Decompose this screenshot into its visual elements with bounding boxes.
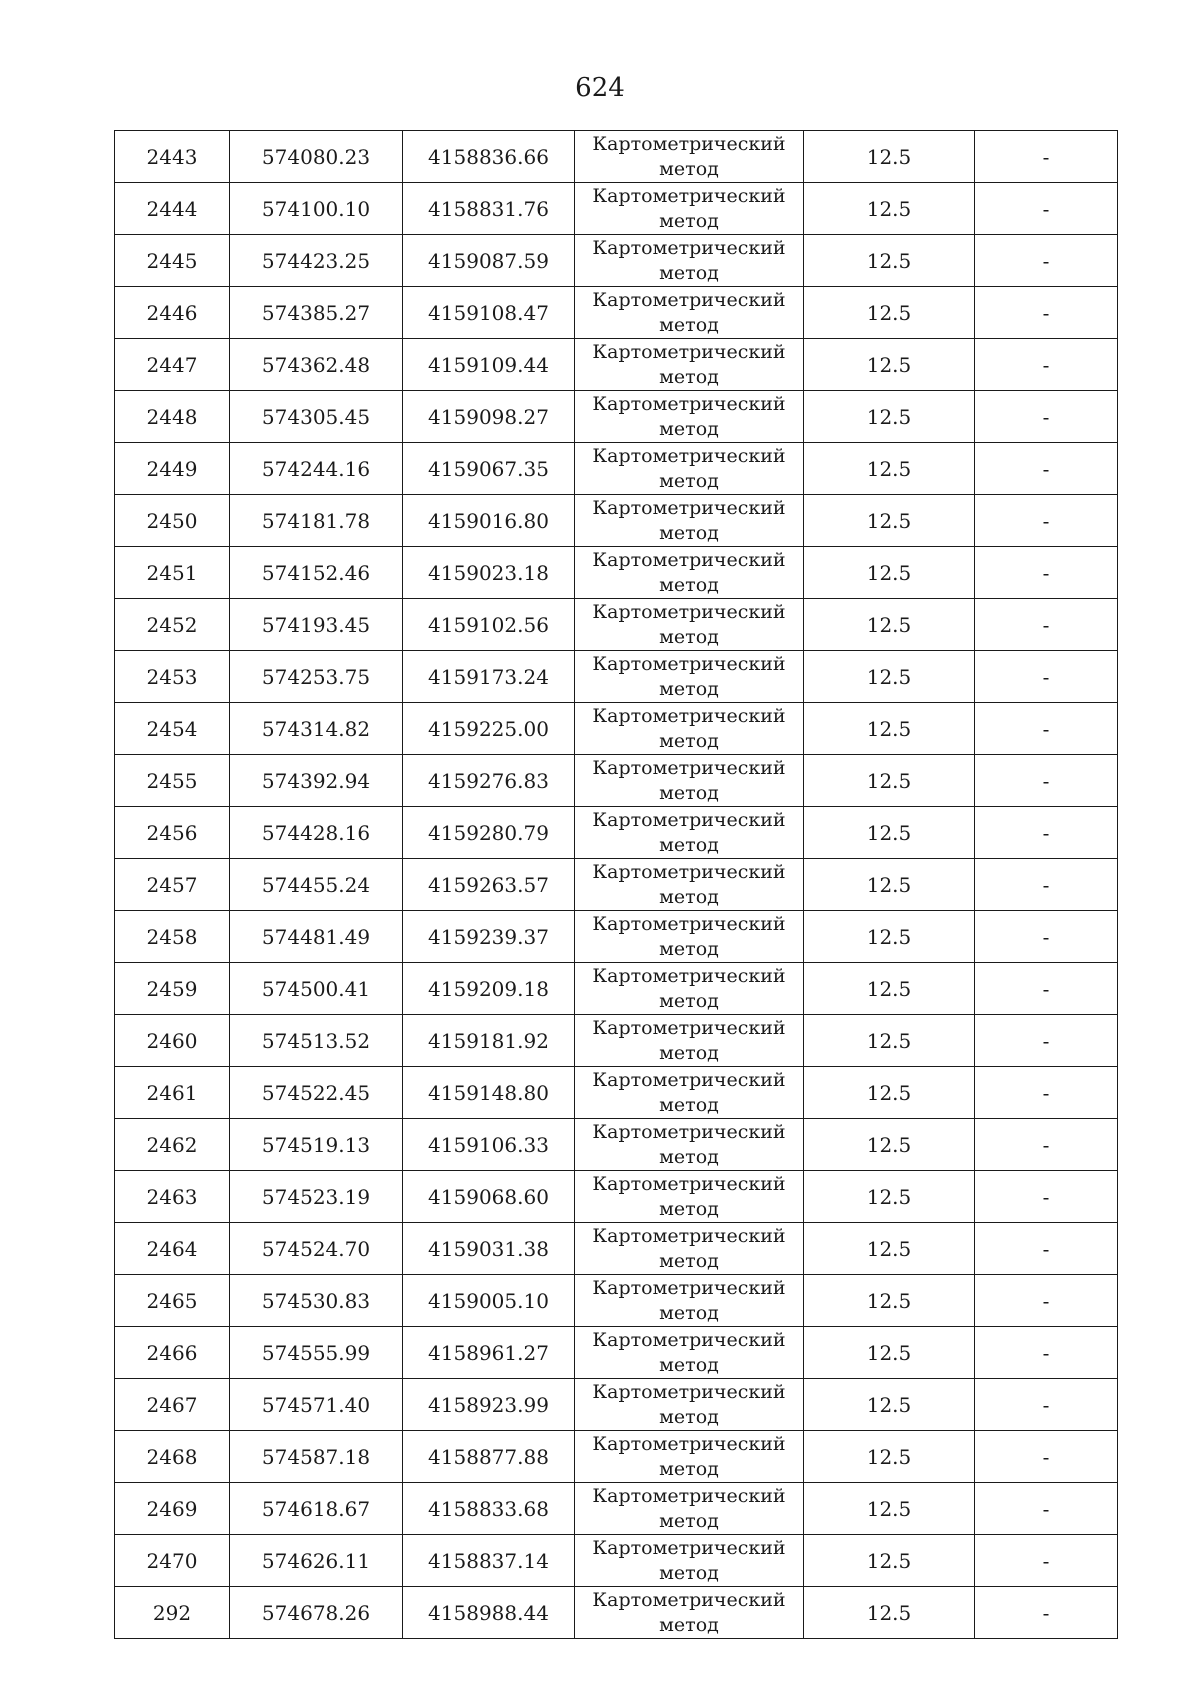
accuracy-cell: 12.5	[804, 599, 975, 651]
y-coordinate-cell: 4158923.99	[403, 1379, 575, 1431]
method-line-1: Картометрический	[592, 548, 786, 571]
note-cell: -	[975, 755, 1118, 807]
point-id-cell: 2465	[115, 1275, 230, 1327]
x-coordinate-cell: 574305.45	[230, 391, 403, 443]
table-row	[115, 1067, 1118, 1119]
point-id-cell: 2461	[115, 1067, 230, 1119]
point-id-cell: 2450	[115, 495, 230, 547]
method-line-2: метод	[659, 677, 719, 700]
method-line-2: метод	[659, 937, 719, 960]
accuracy-cell: 12.5	[804, 1535, 975, 1587]
note-cell: -	[975, 703, 1118, 755]
note-cell: -	[975, 183, 1118, 235]
method-line-2: метод	[659, 1613, 719, 1636]
method-cell	[575, 495, 804, 547]
y-coordinate-cell: 4159098.27	[403, 391, 575, 443]
method-line-2: метод	[659, 833, 719, 856]
method-line-1: Картометрический	[592, 1224, 786, 1247]
method-line-1: Картометрический	[592, 704, 786, 727]
method-line-1: Картометрический	[592, 1380, 786, 1403]
method-line-1: Картометрический	[592, 1172, 786, 1195]
table-row	[115, 1327, 1118, 1379]
note-cell: -	[975, 1171, 1118, 1223]
table-row	[115, 1483, 1118, 1535]
table-row	[115, 755, 1118, 807]
x-coordinate-cell: 574080.23	[230, 131, 403, 183]
note-cell: -	[975, 651, 1118, 703]
method-cell	[575, 755, 804, 807]
table-row	[115, 1015, 1118, 1067]
table-row	[115, 495, 1118, 547]
method-cell	[575, 1327, 804, 1379]
point-id-cell: 2455	[115, 755, 230, 807]
point-id-cell: 2464	[115, 1223, 230, 1275]
method-cell	[575, 1275, 804, 1327]
note-cell: -	[975, 391, 1118, 443]
accuracy-cell: 12.5	[804, 963, 975, 1015]
page-number: 624	[575, 73, 625, 103]
table-row	[115, 287, 1118, 339]
method-cell	[575, 131, 804, 183]
accuracy-cell: 12.5	[804, 1119, 975, 1171]
method-line-2: метод	[659, 1301, 719, 1324]
method-cell	[575, 1171, 804, 1223]
x-coordinate-cell: 574530.83	[230, 1275, 403, 1327]
y-coordinate-cell: 4159023.18	[403, 547, 575, 599]
method-line-1: Картометрический	[592, 1068, 786, 1091]
accuracy-cell: 12.5	[804, 1067, 975, 1119]
accuracy-cell: 12.5	[804, 495, 975, 547]
x-coordinate-cell: 574678.26	[230, 1587, 403, 1639]
point-id-cell: 292	[115, 1587, 230, 1639]
method-cell	[575, 547, 804, 599]
method-line-2: метод	[659, 1457, 719, 1480]
method-line-1: Картометрический	[592, 808, 786, 831]
note-cell: -	[975, 131, 1118, 183]
method-cell	[575, 1067, 804, 1119]
x-coordinate-cell: 574362.48	[230, 339, 403, 391]
note-cell: -	[975, 963, 1118, 1015]
note-cell: -	[975, 1431, 1118, 1483]
y-coordinate-cell: 4159209.18	[403, 963, 575, 1015]
method-cell	[575, 807, 804, 859]
y-coordinate-cell: 4159067.35	[403, 443, 575, 495]
method-cell	[575, 287, 804, 339]
point-id-cell: 2457	[115, 859, 230, 911]
y-coordinate-cell: 4159108.47	[403, 287, 575, 339]
y-coordinate-cell: 4159031.38	[403, 1223, 575, 1275]
y-coordinate-cell: 4159276.83	[403, 755, 575, 807]
accuracy-cell: 12.5	[804, 703, 975, 755]
accuracy-cell: 12.5	[804, 1327, 975, 1379]
accuracy-cell: 12.5	[804, 651, 975, 703]
note-cell: -	[975, 1119, 1118, 1171]
method-cell	[575, 1431, 804, 1483]
note-cell: -	[975, 911, 1118, 963]
y-coordinate-cell: 4159239.37	[403, 911, 575, 963]
note-cell: -	[975, 1015, 1118, 1067]
x-coordinate-cell: 574618.67	[230, 1483, 403, 1535]
note-cell: -	[975, 495, 1118, 547]
method-line-1: Картометрический	[592, 340, 786, 363]
x-coordinate-cell: 574481.49	[230, 911, 403, 963]
point-id-cell: 2468	[115, 1431, 230, 1483]
table-row	[115, 911, 1118, 963]
point-id-cell: 2463	[115, 1171, 230, 1223]
coordinates-table	[114, 130, 1118, 1639]
point-id-cell: 2443	[115, 131, 230, 183]
y-coordinate-cell: 4158831.76	[403, 183, 575, 235]
x-coordinate-cell: 574314.82	[230, 703, 403, 755]
method-line-2: метод	[659, 1145, 719, 1168]
method-line-2: метод	[659, 209, 719, 232]
x-coordinate-cell: 574523.19	[230, 1171, 403, 1223]
method-line-2: метод	[659, 261, 719, 284]
accuracy-cell: 12.5	[804, 131, 975, 183]
table-row	[115, 807, 1118, 859]
method-line-2: метод	[659, 625, 719, 648]
table-row	[115, 859, 1118, 911]
method-line-1: Картометрический	[592, 1484, 786, 1507]
method-line-1: Картометрический	[592, 184, 786, 207]
method-cell	[575, 1587, 804, 1639]
y-coordinate-cell: 4158833.68	[403, 1483, 575, 1535]
point-id-cell: 2453	[115, 651, 230, 703]
table-row	[115, 235, 1118, 287]
x-coordinate-cell: 574626.11	[230, 1535, 403, 1587]
method-cell	[575, 183, 804, 235]
method-cell	[575, 443, 804, 495]
x-coordinate-cell: 574587.18	[230, 1431, 403, 1483]
y-coordinate-cell: 4158837.14	[403, 1535, 575, 1587]
y-coordinate-cell: 4159109.44	[403, 339, 575, 391]
x-coordinate-cell: 574555.99	[230, 1327, 403, 1379]
table-row	[115, 1431, 1118, 1483]
note-cell: -	[975, 859, 1118, 911]
table-row	[115, 1171, 1118, 1223]
table-row	[115, 1275, 1118, 1327]
y-coordinate-cell: 4159068.60	[403, 1171, 575, 1223]
x-coordinate-cell: 574423.25	[230, 235, 403, 287]
table-row	[115, 1535, 1118, 1587]
note-cell: -	[975, 807, 1118, 859]
note-cell: -	[975, 599, 1118, 651]
point-id-cell: 2460	[115, 1015, 230, 1067]
method-line-1: Картометрический	[592, 132, 786, 155]
method-cell	[575, 859, 804, 911]
x-coordinate-cell: 574385.27	[230, 287, 403, 339]
method-line-2: метод	[659, 1197, 719, 1220]
accuracy-cell: 12.5	[804, 807, 975, 859]
x-coordinate-cell: 574193.45	[230, 599, 403, 651]
method-cell	[575, 235, 804, 287]
x-coordinate-cell: 574244.16	[230, 443, 403, 495]
method-line-2: метод	[659, 1093, 719, 1116]
method-line-1: Картометрический	[592, 912, 786, 935]
method-line-2: метод	[659, 417, 719, 440]
table-row	[115, 1587, 1118, 1639]
y-coordinate-cell: 4159280.79	[403, 807, 575, 859]
accuracy-cell: 12.5	[804, 1431, 975, 1483]
table-row	[115, 1223, 1118, 1275]
method-line-1: Картометрический	[592, 1016, 786, 1039]
table-row	[115, 1119, 1118, 1171]
x-coordinate-cell: 574428.16	[230, 807, 403, 859]
method-cell	[575, 1483, 804, 1535]
note-cell: -	[975, 443, 1118, 495]
table-body	[115, 131, 1118, 1639]
y-coordinate-cell: 4159005.10	[403, 1275, 575, 1327]
x-coordinate-cell: 574152.46	[230, 547, 403, 599]
method-line-2: метод	[659, 1561, 719, 1584]
table-row	[115, 1379, 1118, 1431]
table-row	[115, 131, 1118, 183]
method-line-2: метод	[659, 885, 719, 908]
method-line-1: Картометрический	[592, 756, 786, 779]
x-coordinate-cell: 574522.45	[230, 1067, 403, 1119]
table-row	[115, 547, 1118, 599]
point-id-cell: 2462	[115, 1119, 230, 1171]
note-cell: -	[975, 1275, 1118, 1327]
method-line-2: метод	[659, 1041, 719, 1064]
point-id-cell: 2448	[115, 391, 230, 443]
method-cell	[575, 703, 804, 755]
y-coordinate-cell: 4159087.59	[403, 235, 575, 287]
y-coordinate-cell: 4159102.56	[403, 599, 575, 651]
method-cell	[575, 599, 804, 651]
point-id-cell: 2456	[115, 807, 230, 859]
method-line-1: Картометрический	[592, 444, 786, 467]
y-coordinate-cell: 4159106.33	[403, 1119, 575, 1171]
table-row	[115, 443, 1118, 495]
accuracy-cell: 12.5	[804, 235, 975, 287]
y-coordinate-cell: 4158961.27	[403, 1327, 575, 1379]
point-id-cell: 2446	[115, 287, 230, 339]
method-line-2: метод	[659, 1353, 719, 1376]
x-coordinate-cell: 574181.78	[230, 495, 403, 547]
x-coordinate-cell: 574513.52	[230, 1015, 403, 1067]
method-line-2: метод	[659, 729, 719, 752]
method-cell	[575, 651, 804, 703]
table-row	[115, 183, 1118, 235]
note-cell: -	[975, 1587, 1118, 1639]
accuracy-cell: 12.5	[804, 339, 975, 391]
method-line-2: метод	[659, 1405, 719, 1428]
table-row	[115, 963, 1118, 1015]
method-cell	[575, 1015, 804, 1067]
point-id-cell: 2466	[115, 1327, 230, 1379]
method-line-1: Картометрический	[592, 1432, 786, 1455]
method-cell	[575, 911, 804, 963]
table-row	[115, 391, 1118, 443]
y-coordinate-cell: 4158836.66	[403, 131, 575, 183]
x-coordinate-cell: 574571.40	[230, 1379, 403, 1431]
table-row	[115, 599, 1118, 651]
note-cell: -	[975, 1067, 1118, 1119]
table-row	[115, 339, 1118, 391]
point-id-cell: 2454	[115, 703, 230, 755]
x-coordinate-cell: 574519.13	[230, 1119, 403, 1171]
method-line-2: метод	[659, 573, 719, 596]
point-id-cell: 2445	[115, 235, 230, 287]
point-id-cell: 2451	[115, 547, 230, 599]
method-line-2: метод	[659, 1509, 719, 1532]
accuracy-cell: 12.5	[804, 183, 975, 235]
note-cell: -	[975, 1223, 1118, 1275]
method-line-2: метод	[659, 1249, 719, 1272]
table-row	[115, 651, 1118, 703]
method-line-1: Картометрический	[592, 600, 786, 623]
note-cell: -	[975, 1327, 1118, 1379]
method-line-1: Картометрический	[592, 288, 786, 311]
method-cell	[575, 1223, 804, 1275]
method-line-2: метод	[659, 781, 719, 804]
method-cell	[575, 1535, 804, 1587]
accuracy-cell: 12.5	[804, 1483, 975, 1535]
method-cell	[575, 391, 804, 443]
point-id-cell: 2458	[115, 911, 230, 963]
note-cell: -	[975, 1535, 1118, 1587]
point-id-cell: 2469	[115, 1483, 230, 1535]
method-line-1: Картометрический	[592, 1536, 786, 1559]
method-line-1: Картометрический	[592, 860, 786, 883]
note-cell: -	[975, 1379, 1118, 1431]
y-coordinate-cell: 4159016.80	[403, 495, 575, 547]
method-line-2: метод	[659, 313, 719, 336]
method-cell	[575, 1379, 804, 1431]
accuracy-cell: 12.5	[804, 859, 975, 911]
x-coordinate-cell: 574392.94	[230, 755, 403, 807]
point-id-cell: 2447	[115, 339, 230, 391]
y-coordinate-cell: 4159263.57	[403, 859, 575, 911]
note-cell: -	[975, 339, 1118, 391]
x-coordinate-cell: 574253.75	[230, 651, 403, 703]
method-cell	[575, 339, 804, 391]
note-cell: -	[975, 235, 1118, 287]
accuracy-cell: 12.5	[804, 443, 975, 495]
method-line-2: метод	[659, 521, 719, 544]
method-line-2: метод	[659, 989, 719, 1012]
method-line-1: Картометрический	[592, 964, 786, 987]
point-id-cell: 2444	[115, 183, 230, 235]
y-coordinate-cell: 4159181.92	[403, 1015, 575, 1067]
note-cell: -	[975, 1483, 1118, 1535]
x-coordinate-cell: 574455.24	[230, 859, 403, 911]
x-coordinate-cell: 574524.70	[230, 1223, 403, 1275]
accuracy-cell: 12.5	[804, 391, 975, 443]
method-line-1: Картометрический	[592, 652, 786, 675]
point-id-cell: 2467	[115, 1379, 230, 1431]
method-line-1: Картометрический	[592, 1276, 786, 1299]
accuracy-cell: 12.5	[804, 1379, 975, 1431]
point-id-cell: 2452	[115, 599, 230, 651]
note-cell: -	[975, 287, 1118, 339]
method-line-1: Картометрический	[592, 1328, 786, 1351]
accuracy-cell: 12.5	[804, 287, 975, 339]
x-coordinate-cell: 574100.10	[230, 183, 403, 235]
accuracy-cell: 12.5	[804, 1171, 975, 1223]
accuracy-cell: 12.5	[804, 755, 975, 807]
y-coordinate-cell: 4159148.80	[403, 1067, 575, 1119]
method-line-1: Картометрический	[592, 1120, 786, 1143]
point-id-cell: 2449	[115, 443, 230, 495]
point-id-cell: 2459	[115, 963, 230, 1015]
y-coordinate-cell: 4158988.44	[403, 1587, 575, 1639]
y-coordinate-cell: 4158877.88	[403, 1431, 575, 1483]
y-coordinate-cell: 4159173.24	[403, 651, 575, 703]
accuracy-cell: 12.5	[804, 1015, 975, 1067]
method-cell	[575, 963, 804, 1015]
note-cell: -	[975, 547, 1118, 599]
accuracy-cell: 12.5	[804, 1587, 975, 1639]
accuracy-cell: 12.5	[804, 1275, 975, 1327]
table-row	[115, 703, 1118, 755]
method-line-2: метод	[659, 157, 719, 180]
method-line-1: Картометрический	[592, 496, 786, 519]
method-line-2: метод	[659, 365, 719, 388]
method-cell	[575, 1119, 804, 1171]
method-line-1: Картометрический	[592, 1588, 786, 1611]
accuracy-cell: 12.5	[804, 1223, 975, 1275]
method-line-1: Картометрический	[592, 392, 786, 415]
x-coordinate-cell: 574500.41	[230, 963, 403, 1015]
accuracy-cell: 12.5	[804, 911, 975, 963]
method-line-2: метод	[659, 469, 719, 492]
method-line-1: Картометрический	[592, 236, 786, 259]
accuracy-cell: 12.5	[804, 547, 975, 599]
y-coordinate-cell: 4159225.00	[403, 703, 575, 755]
point-id-cell: 2470	[115, 1535, 230, 1587]
